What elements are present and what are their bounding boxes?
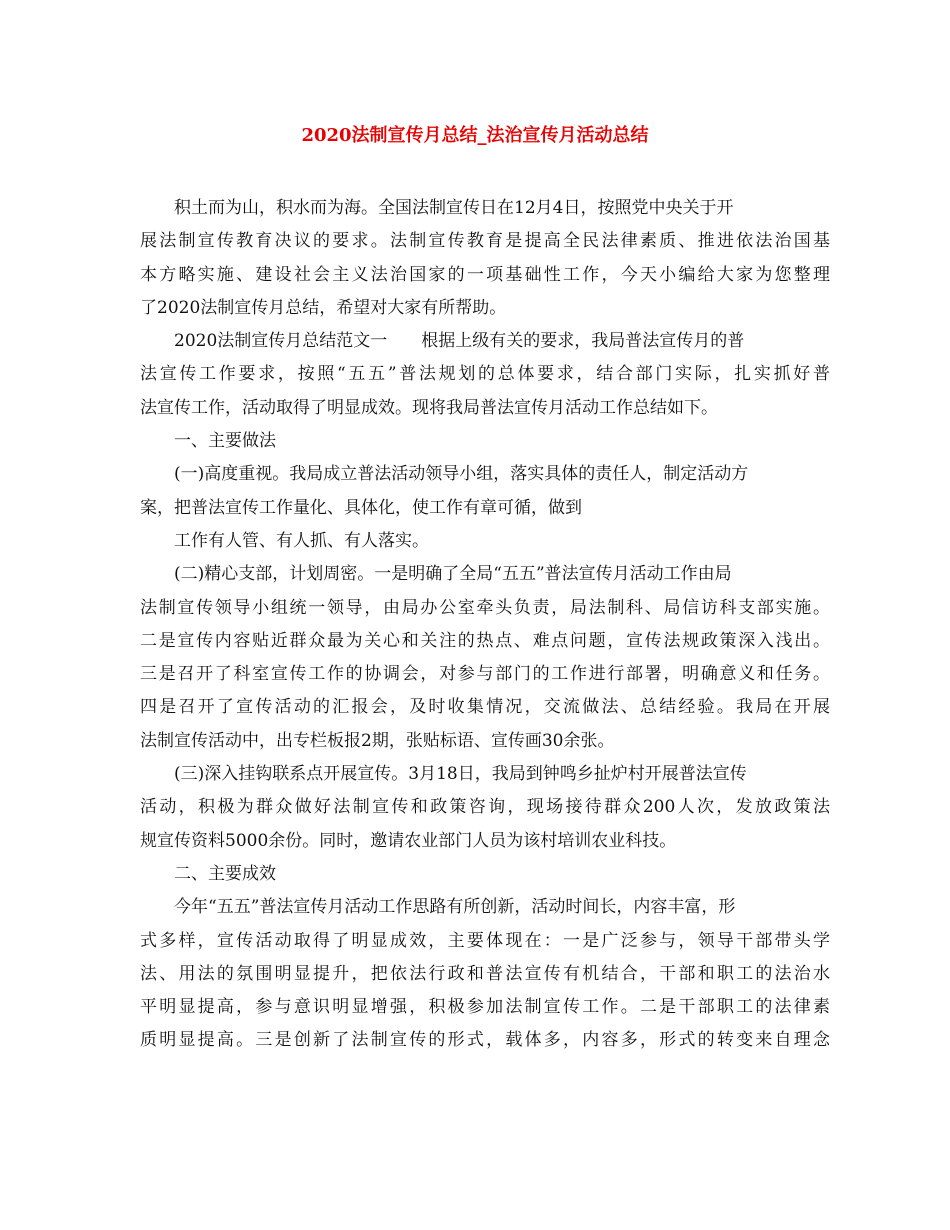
text-line: 规宣传资料5000余份。同时，邀请农业部门人员为该村培训农业科技。 [140, 830, 677, 851]
text-line: 2020法制宣传月总结范文一 根据上级有关的要求，我局普法宣传月的普 [174, 331, 745, 352]
text-line: 法制宣传活动中，出专栏板报2期，张贴标语、宣传画30余张。 [140, 730, 615, 751]
text-line: 积土而为山，积水而为海。全国法制宣传日在12月4日，按照党中央关于开 [174, 198, 734, 218]
text-line: 质明显提高。三是创新了法制宣传的形式，载体多，内容多，形式的转变来自理念 [140, 1030, 830, 1051]
text-line: (二)精心支部，计划周密。一是明确了全局“五五”普法宣传月活动工作由局 [174, 564, 732, 585]
text-line: 四是召开了宣传活动的汇报会，及时收集情况，交流做法、总结经验。我局在开展 [140, 697, 830, 718]
document-body [140, 192, 830, 1058]
text-line: 了2020法制宣传月总结，希望对大家有所帮助。 [140, 297, 507, 318]
document-title: 2020法制宣传月总结_法治宣传月活动总结 [301, 125, 649, 146]
text-line: (三)深入挂钩联系点开展宣传。3月18日，我局到钟鸣乡扯炉村开展普法宣传 [174, 764, 747, 785]
text-line: 展法制宣传教育决议的要求。法制宣传教育是提高全民法律素质、推进依法治国基 [140, 231, 830, 252]
text-line: 二是宣传内容贴近群众最为关心和关注的热点、难点问题，宣传法规政策深入浅出。 [140, 630, 830, 651]
text-line: (一)高度重视。我局成立普法活动领导小组，落实具体的责任人，制定活动方 [174, 464, 749, 485]
text-line: 本方略实施、建设社会主义法治国家的一项基础性工作，今天小编给大家为您整理 [140, 264, 830, 285]
section-heading: 二、主要成效 [174, 863, 276, 884]
text-line: 法制宣传领导小组统一领导，由局办公室牵头负责，局法制科、局信访科支部实施。 [140, 597, 830, 618]
text-line: 式多样，宣传活动取得了明显成效，主要体现在：一是广泛参与，领导干部带头学 [140, 930, 830, 951]
text-line: 法宣传工作要求，按照“五五”普法规划的总体要求，结合部门实际，扎实抓好普 [140, 364, 830, 385]
text-line: 工作有人管、有人抓、有人落实。 [174, 530, 429, 551]
section-heading: 一、主要做法 [174, 431, 276, 452]
text-line: 三是召开了科室宣传工作的协调会，对参与部门的工作进行部署，明确意义和任务。 [140, 664, 830, 685]
text-line: 今年“五五”普法宣传月活动工作思路有所创新，活动时间长，内容丰富，形 [174, 897, 736, 918]
text-line: 法、用法的氛围明显提升，把依法行政和普法宣传有机结合，干部和职工的法治水 [140, 963, 830, 984]
text-line: 活动，积极为群众做好法制宣传和政策咨询，现场接待群众200人次，发放政策法 [140, 797, 830, 818]
text-line: 法宣传工作，活动取得了明显成效。现将我局普法宣传月活动工作总结如下。 [140, 397, 718, 418]
text-line: 平明显提高，参与意识明显增强，积极参加法制宣传工作。二是干部职工的法律素 [140, 997, 830, 1018]
text-line: 案，把普法宣传工作量化、具体化，使工作有章可循，做到 [140, 497, 582, 518]
